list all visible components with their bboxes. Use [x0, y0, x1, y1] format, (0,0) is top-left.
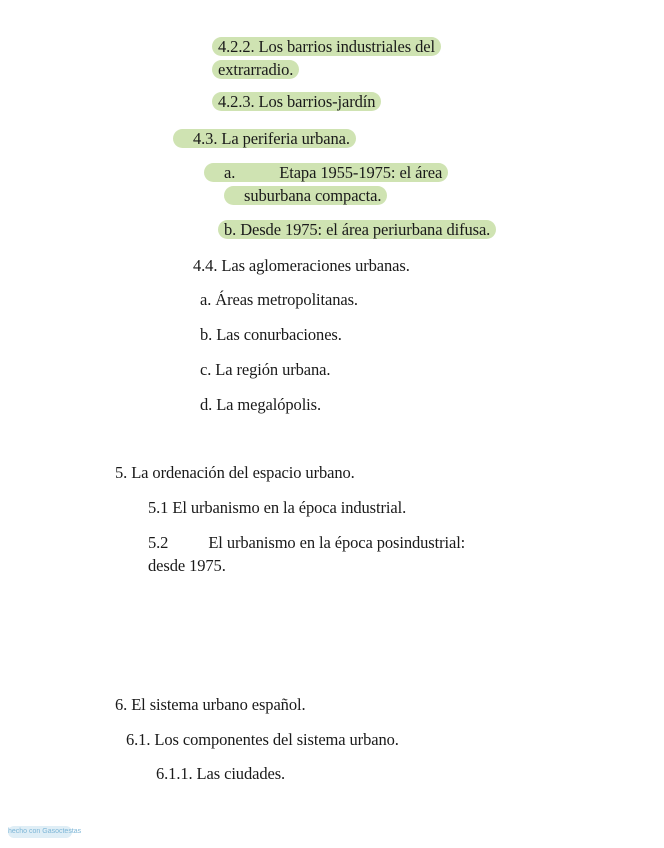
outline-item-4-4-b: b. Las conurbaciones. — [200, 325, 342, 344]
highlight-mark — [204, 163, 448, 182]
highlight-mark: extrarradio. — [212, 60, 299, 79]
outline-item-4-2-2 — [212, 35, 441, 58]
highlight-mark: 4.3. La periferia urbana. — [173, 129, 356, 148]
highlight-mark: 4.2.3. Los barrios-jardín — [212, 92, 381, 111]
outline-item-4-3-a-continuation — [224, 184, 387, 207]
outline-section-5: 5. La ordenación del espacio urbano. — [115, 463, 355, 482]
outline-item-4-4-c: c. La región urbana. — [200, 360, 331, 379]
outline-item-4-4-d: d. La megalópolis. — [200, 395, 322, 414]
list-text: Etapa 1955-1975: el área — [279, 163, 443, 182]
outline-section-6: 6. El sistema urbano español. — [115, 695, 306, 714]
outline-item-4-4-a: a. Áreas metropolitanas. — [200, 290, 358, 309]
outline-item-4-3-a — [204, 161, 448, 184]
outline-item-4-3-b — [218, 218, 496, 241]
outline-item-4-3 — [173, 127, 356, 150]
list-marker: a. — [224, 163, 236, 182]
outline-item-5-2 — [148, 531, 465, 554]
list-text: El urbanismo en la época posindustrial: — [208, 533, 466, 552]
outline-item-4-4: 4.4. Las aglomeraciones urbanas. — [193, 256, 410, 275]
highlight-mark: b. Desde 1975: el área periurbana difusa. — [218, 220, 496, 239]
outline-item-5-1: 5.1 El urbanismo en la época industrial. — [148, 498, 407, 517]
highlight-mark: 4.2.2. Los barrios industriales del — [212, 37, 441, 56]
outline-item-6-1: 6.1. Los componentes del sistema urbano. — [126, 730, 399, 749]
outline-item-6-1-1: 6.1.1. Las ciudades. — [156, 764, 286, 783]
list-marker: 5.2 — [148, 533, 169, 552]
outline-item-5-2-continuation: desde 1975. — [148, 556, 226, 575]
outline-item-4-2-3 — [212, 90, 381, 113]
outline-item-4-2-2-continuation — [212, 58, 299, 81]
watermark-logo: hecho con Gasoctestas — [8, 826, 72, 838]
highlight-mark: suburbana compacta. — [224, 186, 387, 205]
